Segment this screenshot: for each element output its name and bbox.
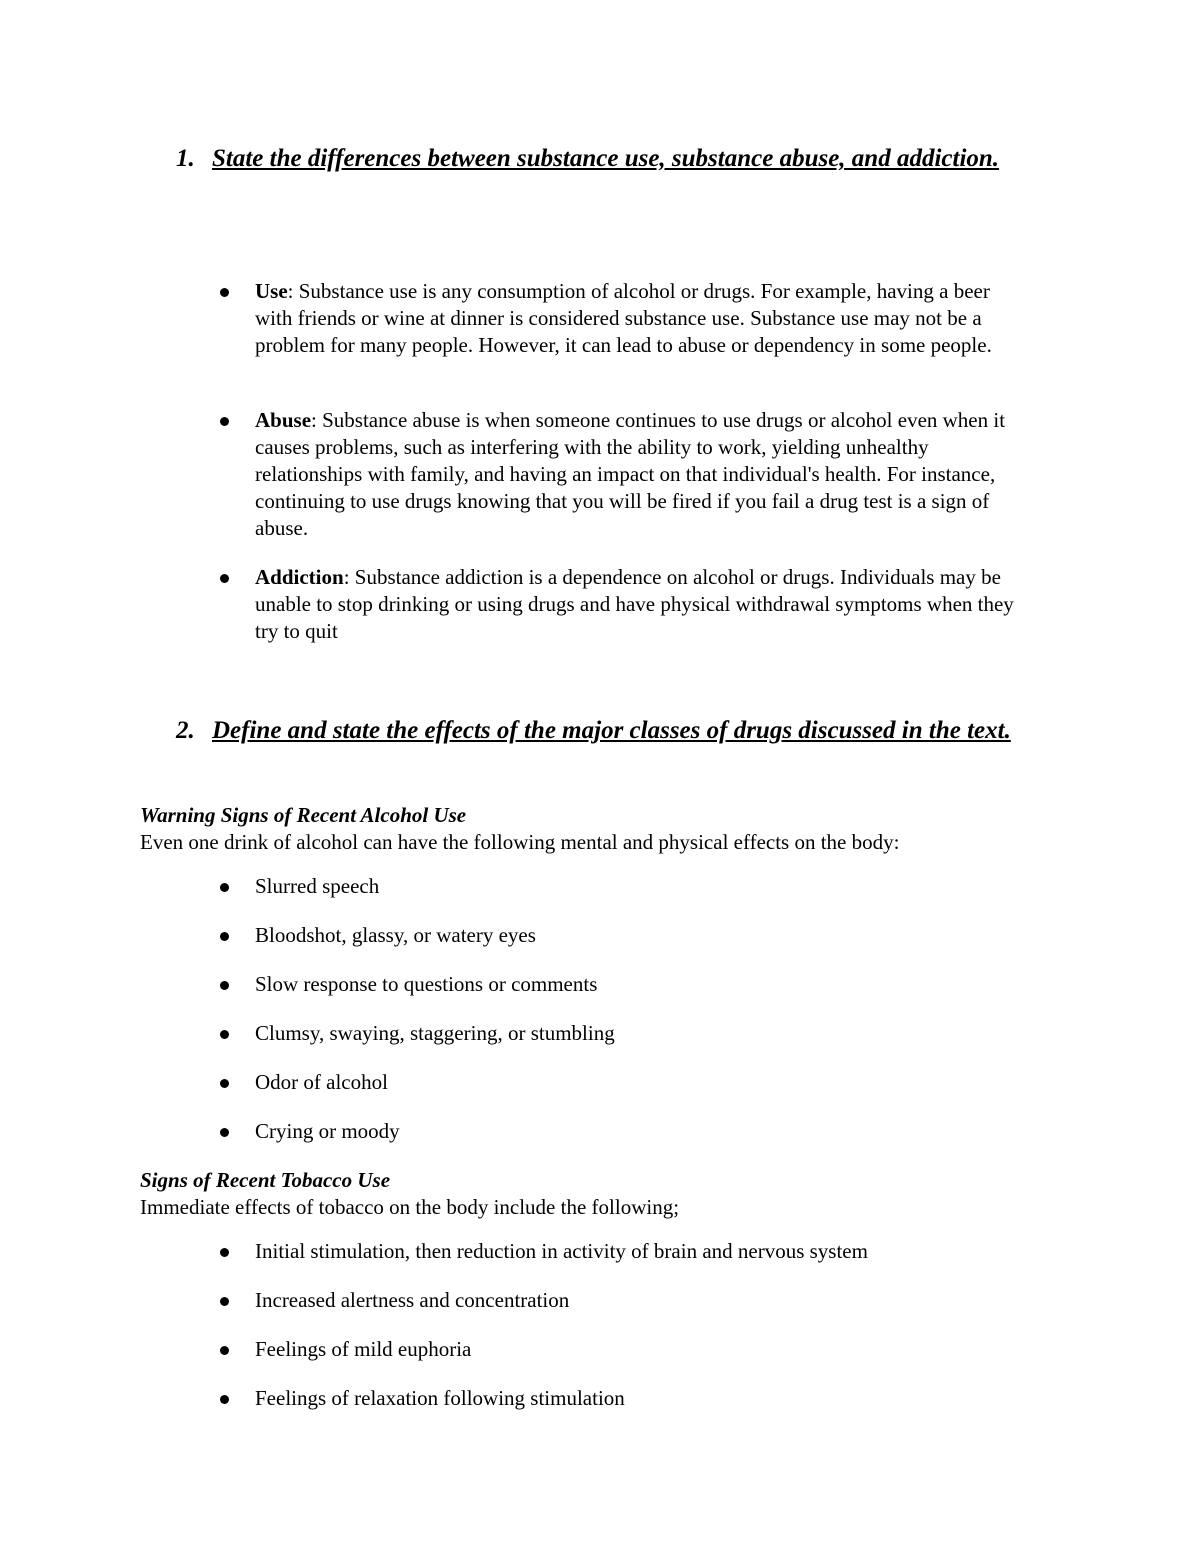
list-item-text: Feelings of mild euphoria <box>255 1337 472 1361</box>
definition-addiction: : Substance addiction is a dependence on alcohol or drugs. Individuals may be unable to stop drinking or using drugs and have physical withdrawal symptoms when they try to quit <box>255 565 1014 643</box>
list-item-text: Odor of alcohol <box>255 1070 388 1094</box>
question-2-number: 2. <box>176 717 195 744</box>
bullet-icon <box>220 1297 229 1306</box>
definition-abuse: : Substance abuse is when someone continues to use drugs or alcohol even when it causes problems, such as interfering with the ability to work, yielding unhealthy relationships with family, and having an impact on that individual's health. For instance, continuing to use drugs knowing that you will be fired if you fail a drug test is a sign of abuse. <box>255 408 1006 540</box>
list-item <box>255 1336 1015 1363</box>
list-item <box>255 1069 1015 1096</box>
bullet-icon <box>220 288 229 297</box>
list-item <box>255 873 1015 900</box>
list-item <box>255 1385 1015 1412</box>
term-abuse: Abuse <box>255 408 312 432</box>
list-item-text: Clumsy, swaying, staggering, or stumbling <box>255 1021 615 1045</box>
list-item-addiction <box>255 564 1015 645</box>
list-item <box>255 922 1015 949</box>
alcohol-intro: Even one drink of alcohol can have the following mental and physical effects on the body: <box>140 830 900 854</box>
question-2-heading <box>176 712 1056 749</box>
list-item <box>255 971 1015 998</box>
bullet-icon <box>220 1395 229 1404</box>
list-item-use <box>255 278 1015 359</box>
tobacco-intro: Immediate effects of tobacco on the body include the following; <box>140 1195 680 1219</box>
list-item-abuse <box>255 407 1015 542</box>
bullet-icon <box>220 932 229 941</box>
bullet-icon <box>220 883 229 892</box>
list-item-text: Crying or moody <box>255 1119 400 1143</box>
list-item <box>255 1287 1015 1314</box>
list-item <box>255 1020 1015 1047</box>
bullet-icon <box>220 1079 229 1088</box>
question-1-heading <box>176 140 1056 177</box>
list-item-text: Slurred speech <box>255 874 380 898</box>
bullet-icon <box>220 1346 229 1355</box>
definition-use: : Substance use is any consumption of alcohol or drugs. For example, having a beer with friends or wine at dinner is considered substance use. Substance use may not be a problem for many people. However, it can lead to abuse or dependency in some people. <box>255 279 992 357</box>
list-item-text: Feelings of relaxation following stimulation <box>255 1386 625 1410</box>
bullet-icon <box>220 1248 229 1257</box>
list-item-text: Initial stimulation, then reduction in activity of brain and nervous system <box>255 1239 868 1263</box>
list-item-text: Bloodshot, glassy, or watery eyes <box>255 923 536 947</box>
question-1-number: 1. <box>176 145 195 172</box>
bullet-icon <box>220 1030 229 1039</box>
list-item-text: Slow response to questions or comments <box>255 972 598 996</box>
alcohol-subheading: Warning Signs of Recent Alcohol Use <box>140 803 467 827</box>
term-use: Use <box>255 279 288 303</box>
question-2-text: Define and state the effects of the major classes of drugs discussed in the text. <box>212 717 1011 744</box>
bullet-icon <box>220 1128 229 1137</box>
question-1-text: State the differences between substance use, substance abuse, and addiction. <box>212 145 1000 172</box>
list-item-text: Increased alertness and concentration <box>255 1288 570 1312</box>
bullet-icon <box>220 574 229 583</box>
bullet-icon <box>220 981 229 990</box>
term-addiction: Addiction <box>255 565 344 589</box>
list-item <box>255 1118 1015 1145</box>
list-item <box>255 1238 1015 1265</box>
bullet-icon <box>220 417 229 426</box>
tobacco-subheading: Signs of Recent Tobacco Use <box>140 1168 391 1192</box>
